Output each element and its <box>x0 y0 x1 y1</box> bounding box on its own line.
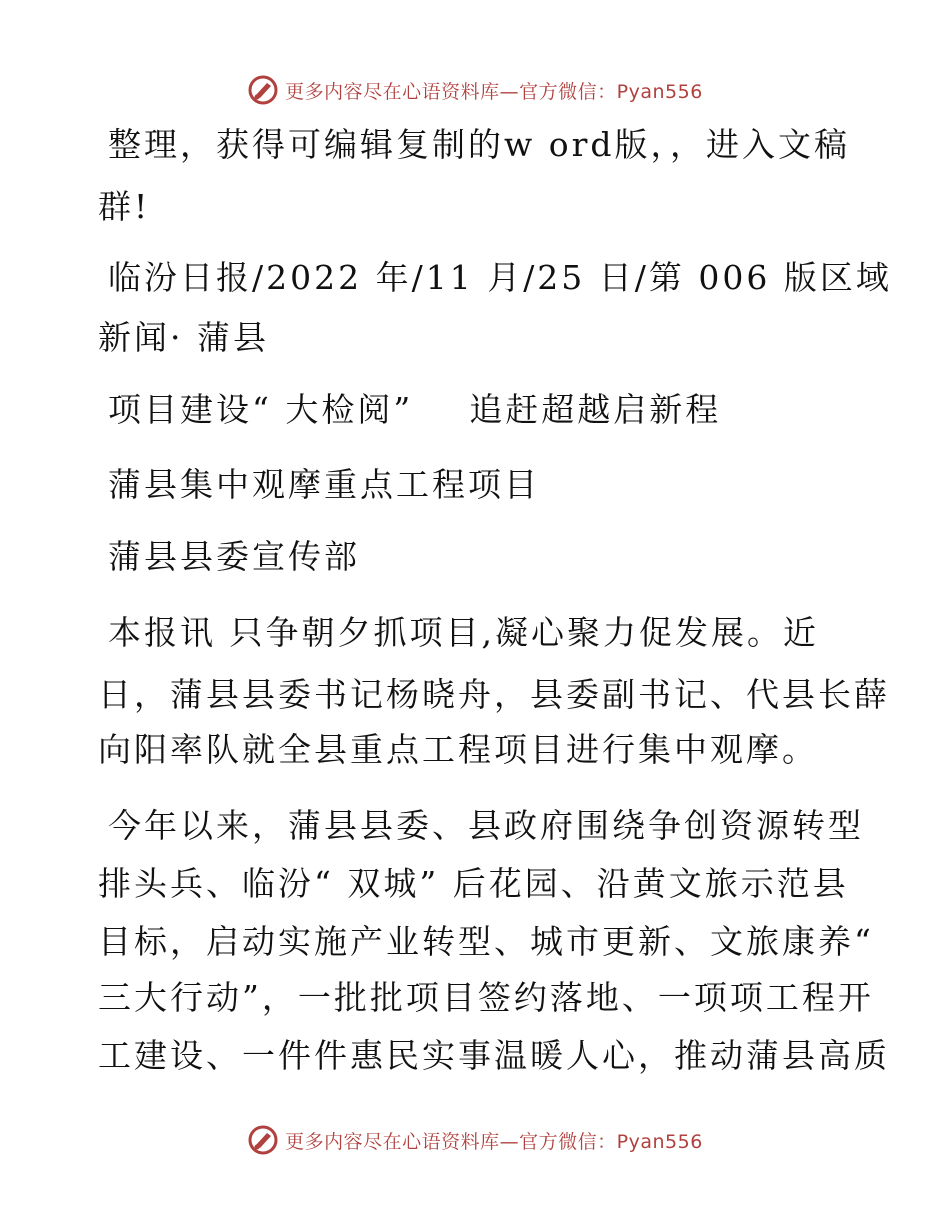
article-byline: 蒲县县委宣传部 <box>108 537 360 576</box>
brush-seal-icon <box>247 1124 279 1156</box>
watermark-text: 更多内容尽在心语资料库—官方微信：Pyan556 <box>285 80 703 103</box>
article-subheadline: 蒲县集中观摩重点工程项目 <box>108 465 540 504</box>
body-line-2: 排头兵、临汾“ 双城” 后花园、沿黄文旅示范县 <box>98 864 849 903</box>
body-line-4: 三大行动”，一批批项目签约落地、一项项工程开 <box>98 978 874 1017</box>
footer-watermark <box>0 1120 950 1160</box>
article-headline <box>108 390 721 430</box>
body-line-1: 今年以来，蒲县县委、县政府围绕争创资源转型 <box>108 806 864 845</box>
intro-line-2: 群! <box>98 187 151 226</box>
headline-part-1: 项目建设“ 大检阅” <box>108 390 414 429</box>
watermark-text: 更多内容尽在心语资料库—官方微信：Pyan556 <box>285 1130 703 1153</box>
lead-line-2: 日，蒲县县委书记杨晓舟，县委副书记、代县长薛 <box>98 675 890 714</box>
headline-part-2: 追赶超越启新程 <box>469 390 722 429</box>
body-line-3: 目标，启动实施产业转型、城市更新、文旅康养“ <box>98 922 874 961</box>
lead-line-3: 向阳率队就全县重点工程项目进行集中观摩。 <box>98 730 818 769</box>
body-line-5: 工建设、一件件惠民实事温暖人心，推动蒲县高质 <box>98 1036 890 1075</box>
lead-line-1: 本报讯 只争朝夕抓项目,凝心聚力促发展。近 <box>108 613 819 652</box>
source-line-2: 新闻· 蒲县 <box>98 318 269 357</box>
source-line-1: 临汾日报/2022 年/11 月/25 日/第 006 版区域 <box>108 258 892 297</box>
header-watermark <box>0 70 950 110</box>
brush-seal-icon <box>247 74 279 106</box>
intro-line-1: 整理，获得可编辑复制的w ord版，，进入文稿 <box>108 125 851 164</box>
